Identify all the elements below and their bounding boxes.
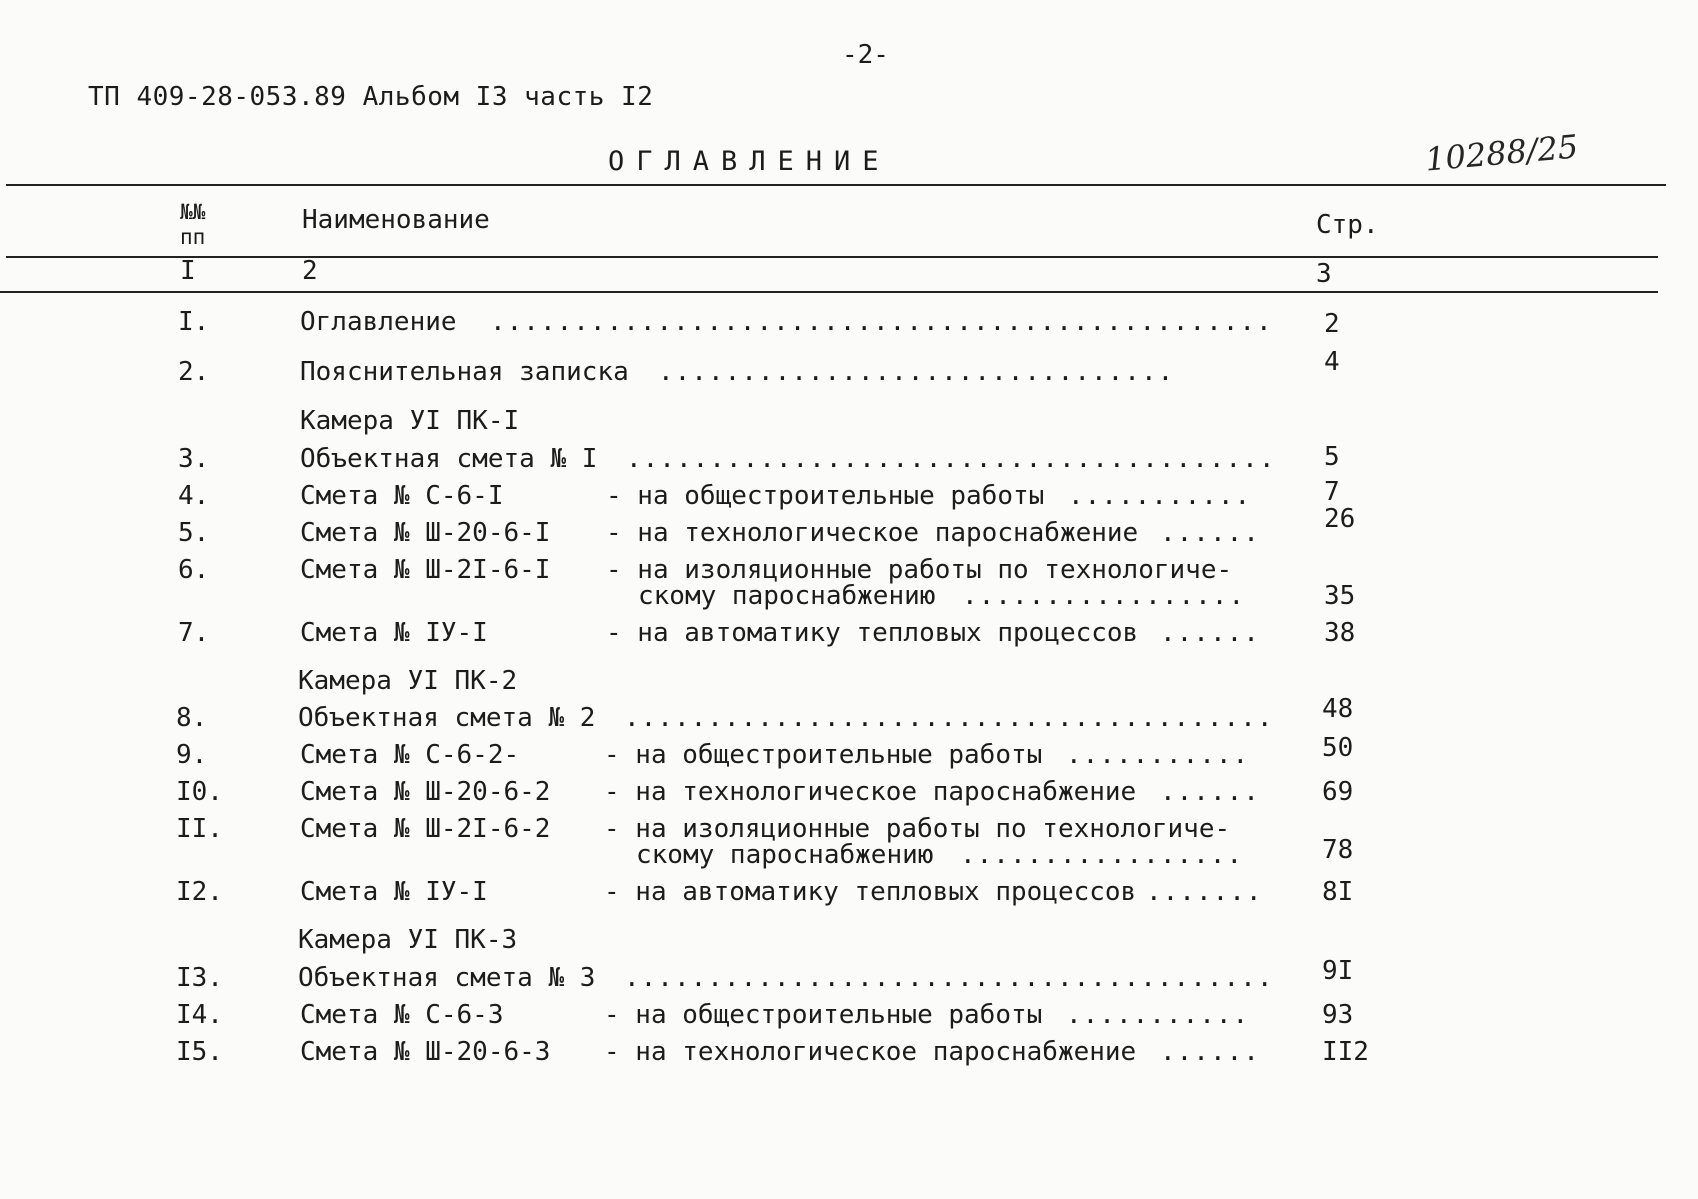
leader-dots: ....................................... [624, 703, 1274, 733]
row-name: Смета № Ш-20-6-3 [300, 1037, 551, 1067]
row-name: Смета № Ш-2I-6-I [300, 555, 551, 585]
toc-title: ОГЛАВЛЕНИЕ [608, 146, 891, 177]
row-num: 3. [178, 444, 210, 474]
row-page: 50 [1322, 733, 1354, 763]
leader-dots: ........... [1066, 1000, 1250, 1030]
leader-dots: ...... [1160, 777, 1260, 807]
row-desc: - на автоматику тепловых процессов [604, 877, 1137, 907]
row-name: Смета № Ш-2I-6-2 [300, 814, 551, 844]
row-name: Смета № С-6-I [300, 481, 504, 511]
header-page: Стр. [1316, 210, 1379, 240]
row-name: Смета № Ш-20-6-2 [300, 777, 551, 807]
header-rule [6, 256, 1658, 258]
row-name: Смета № IУ-I [300, 877, 488, 907]
row-page: 5 [1324, 442, 1340, 472]
row-name: Смета № С-6-3 [300, 1000, 504, 1030]
row-page: 26 [1324, 504, 1356, 534]
row-page: 7 [1324, 477, 1340, 507]
row-desc: - на изоляционные работы по технологиче- [604, 814, 1231, 844]
row-desc: - на технологическое пароснабжение [604, 777, 1137, 807]
row-page: II2 [1322, 1037, 1369, 1067]
row-page: 4 [1324, 347, 1340, 377]
row-desc: - на автоматику тепловых процессов [606, 618, 1139, 648]
row-num: 5. [178, 518, 210, 548]
row-page: 2 [1324, 309, 1340, 339]
row-page: 9I [1322, 956, 1354, 986]
row-page: 69 [1322, 777, 1354, 807]
row-num: I2. [176, 877, 223, 907]
row-num: 4. [178, 481, 210, 511]
handwritten-note: 10288/25 [1423, 127, 1580, 179]
row-desc: - на технологическое пароснабжение [604, 1037, 1137, 1067]
row-num: 6. [178, 555, 210, 585]
leader-dots: ....................................... [624, 963, 1274, 993]
row-name: Пояснительная записка [300, 357, 629, 387]
leader-dots: ............................................... [490, 307, 1273, 337]
leader-dots: ...... [1160, 1037, 1260, 1067]
row-num: I0. [176, 777, 223, 807]
row-num: 9. [176, 740, 208, 770]
row-num: I5. [176, 1037, 223, 1067]
leader-dots: ...... [1160, 518, 1260, 548]
top-rule [6, 184, 1666, 186]
section-heading: Камера УI ПК-I [300, 406, 520, 436]
document-code: ТП 409-28-053.89 Альбом I3 часть I2 [88, 82, 654, 112]
section-heading: Камера УI ПК-2 [298, 666, 518, 696]
leader-dots: ................. [960, 840, 1244, 870]
row-desc: - на общестроительные работы [606, 481, 1045, 511]
row-name: Смета № Ш-20-6-I [300, 518, 551, 548]
row-desc: - на общестроительные работы [604, 740, 1043, 770]
leader-dots: ....... [1146, 877, 1263, 907]
row-name: Смета № IУ-I [300, 618, 488, 648]
row-num: 7. [178, 618, 210, 648]
leader-dots: ....................................... [626, 444, 1276, 474]
header-name: Наименование [302, 205, 490, 235]
index-rule [0, 291, 1658, 293]
row-page: 35 [1324, 581, 1356, 611]
leader-dots: ...... [1160, 618, 1260, 648]
row-num: I. [178, 307, 210, 337]
row-page: 8I [1322, 877, 1354, 907]
row-num: II. [176, 814, 223, 844]
row-desc: - на изоляционные работы по технологиче- [606, 555, 1233, 585]
leader-dots: ........... [1066, 740, 1250, 770]
header-index-3: 3 [1316, 259, 1332, 289]
row-page: 38 [1324, 618, 1356, 648]
header-index-2: 2 [302, 256, 318, 286]
leader-dots: ........... [1068, 481, 1252, 511]
row-page: 78 [1322, 835, 1354, 865]
page-number: -2- [842, 40, 889, 70]
row-num: 2. [178, 357, 210, 387]
row-num: 8. [176, 703, 208, 733]
row-desc: - на технологическое пароснабжение [606, 518, 1139, 548]
row-desc: - на общестроительные работы [604, 1000, 1043, 1030]
section-heading: Камера УI ПК-3 [298, 925, 518, 955]
row-name: Объектная смета № 2 [298, 703, 596, 733]
header-index-1: I [180, 256, 196, 286]
row-name: Оглавление [300, 307, 457, 337]
leader-dots: ................. [962, 581, 1246, 611]
row-num: I4. [176, 1000, 223, 1030]
header-num-line1: №№ [180, 200, 206, 224]
row-num: I3. [176, 963, 223, 993]
row-page: 93 [1322, 1000, 1354, 1030]
row-name: Смета № С-6-2- [300, 740, 520, 770]
row-page: 48 [1322, 694, 1354, 724]
row-desc-continued: скому пароснабжению [636, 840, 934, 870]
header-num-line2: пп [180, 225, 206, 249]
row-name: Объектная смета № I [300, 444, 598, 474]
row-name: Объектная смета № 3 [298, 963, 596, 993]
row-desc-continued: скому пароснабжению [638, 581, 936, 611]
leader-dots: ............................... [658, 357, 1175, 387]
